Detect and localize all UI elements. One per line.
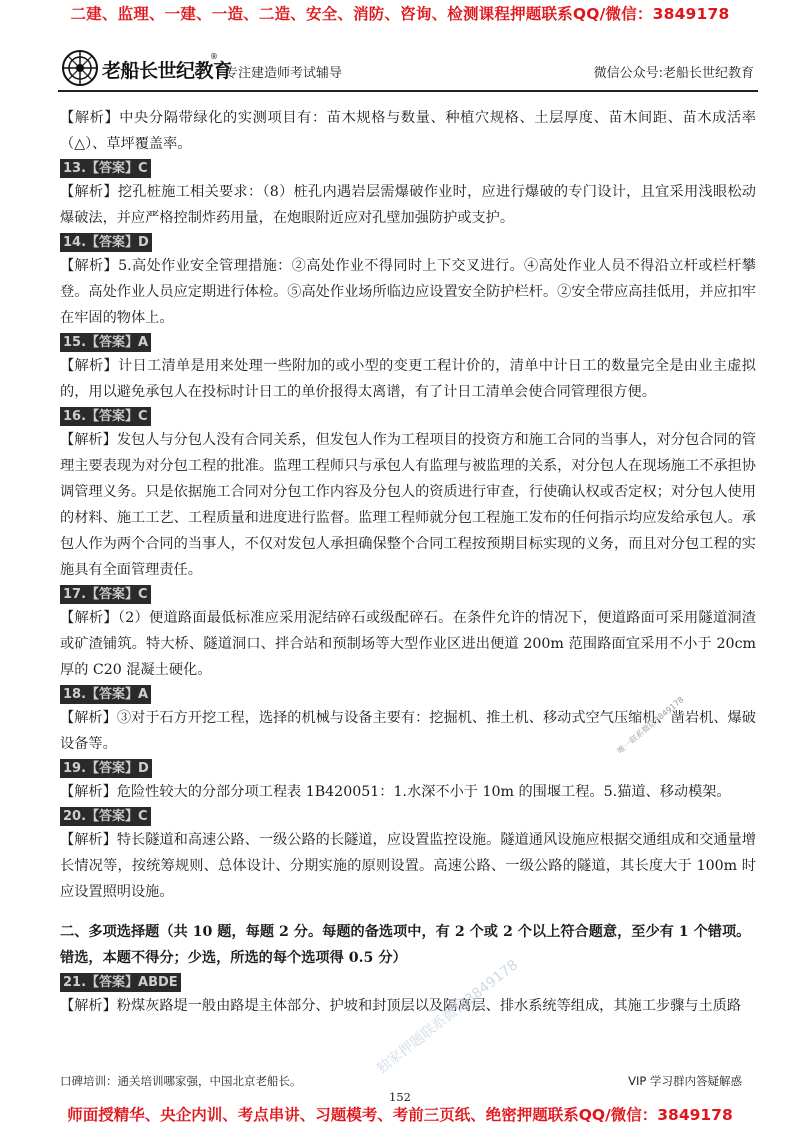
- section-multiple-choice-heading: 二、多项选择题（共 10 题，每题 2 分。每题的备选项中，有 2 个或 2 个以上符合题意，至少有 1 个错项。错选，本题不得分；少选，所选的每个选项得 0.5 分）: [60, 924, 751, 966]
- explanation-13: 【解析】挖孔桩施工相关要求：（8）桩孔内遇岩层需爆破作业时，应进行爆破的专门设计，且宜采用浅眼松动爆破法，并应严格控制炸药用量，在炮眼附近应对孔壁加强防护或支护。: [60, 184, 756, 226]
- explanation-21: 【解析】粉煤灰路堤一般由路堤主体部分、护坡和封顶层以及隔离层、排水系统等组成，其施工步骤与土质路: [60, 998, 742, 1014]
- bottom-banner: 师面授精华、央企内训、考点串讲、习题模考、考前三页纸、绝密押题联系QQ/微信：3849178: [67, 1106, 733, 1124]
- footer-slogan: 口碑培训：通关培训哪家强，中国北京老船长。: [60, 1074, 302, 1088]
- header-divider: [58, 90, 758, 92]
- answer-label-18: 18.【答案】A: [60, 685, 151, 704]
- explanation-17: 【解析】（2）便道路面最低标准应采用泥结碎石或级配碎石。在条件允许的情况下，便道路面可采用隧道洞渣或矿渣铺筑。特大桥、隧道洞口、拌合站和预制场等大型作业区进出便道 200m 范围路面宜采用不小于 20cm 厚的 C20 混凝土硬化。: [60, 610, 756, 678]
- answer-label-14: 14.【答案】D: [60, 233, 152, 252]
- registered-mark: ®: [210, 52, 218, 61]
- brand-name: 老船长世纪教育: [102, 60, 232, 82]
- explanation-14: 【解析】5.高处作业安全管理措施：②高处作业不得同时上下交叉进行。④高处作业人员不得沿立杆或栏杆攀登。高处作业人员应定期进行体检。⑤高处作业场所临边应设置安全防护栏杆。②安全带应高挂低用，并应扣牢在牢固的物体上。: [60, 258, 756, 326]
- answer-label-17: 17.【答案】C: [60, 585, 151, 604]
- top-banner: 二建、监理、一建、一造、二造、安全、消防、咨询、检测课程押题联系QQ/微信：3849178: [70, 5, 730, 23]
- answer-content: [60, 105, 756, 1019]
- footer-vip-note: VIP 学习群内答疑解惑: [628, 1074, 742, 1088]
- explanation-19: 【解析】危险性较大的分部分项工程表 1B420051：1.水深不小于 10m 的围堰工程。5.猫道、移动模架。: [60, 784, 731, 800]
- answer-label-21: 21.【答案】ABDE: [60, 973, 181, 992]
- answer-label-15: 15.【答案】A: [60, 333, 151, 352]
- ship-captain-logo-icon: [60, 48, 100, 88]
- explanation-15: 【解析】计日工清单是用来处理一些附加的或小型的变更工程计价的，清单中计日工的数量完全是由业主虚拟的，用以避免承包人在投标时计日工的单价报得太离谱，有了计日工清单会使合同管理很方便。: [60, 358, 756, 400]
- explanation-20: 【解析】特长隧道和高速公路、一级公路的长隧道，应设置监控设施。隧道通风设施应根据交通组成和交通量增长情况等，按统筹规则、总体设计、分期实施的原则设置。高速公路、一级公路的隧道，其长度大于 100m 时应设置照明设施。: [60, 832, 756, 900]
- watermark-small: 唯一联系微信3849178: [615, 695, 686, 756]
- brand-tagline: 专注建造师考试辅导: [225, 66, 343, 81]
- watermark-large: 独家押题联系微信3849178: [373, 957, 522, 1077]
- page-header: [60, 48, 760, 88]
- page-number: 152: [389, 1090, 411, 1104]
- wechat-account: 微信公众号:老船长世纪教育: [593, 66, 754, 81]
- answer-label-19: 19.【答案】D: [60, 759, 152, 778]
- answer-label-16: 16.【答案】C: [60, 407, 151, 426]
- explanation-18: 【解析】③对于石方开挖工程，选择的机械与设备主要有：挖掘机、推土机、移动式空气压缩机、凿岩机、爆破设备等。: [60, 710, 756, 752]
- explanation-16: 【解析】发包人与分包人没有合同关系，但发包人作为工程项目的投资方和施工合同的当事人，对分包合同的管理主要表现为对分包工程的批准。监理工程师只与承包人有监理与被监理的关系，对分包人在现场施工不承担协调管理义务。只是依据施工合同对分包工作内容及分包人的资质进行审查，行使确认权或否定权；对分包人使用的材料、施工工艺、工程质量和进度进行监督。监理工程师就分包工程施工发布的任何指示均应发给承包人。承包人作为两个合同的当事人，不仅对发包人承担确保整个合同工程按预期目标实现的义务，而且对分包工程的实施具有全面管理责任。: [60, 432, 756, 578]
- answer-label-20: 20.【答案】C: [60, 807, 151, 826]
- answer-label-13: 13.【答案】C: [60, 159, 151, 178]
- explanation-12: 【解析】中央分隔带绿化的实测项目有：苗木规格与数量、种植穴规格、土层厚度、苗木间距、苗木成活率（△）、草坪覆盖率。: [60, 110, 756, 152]
